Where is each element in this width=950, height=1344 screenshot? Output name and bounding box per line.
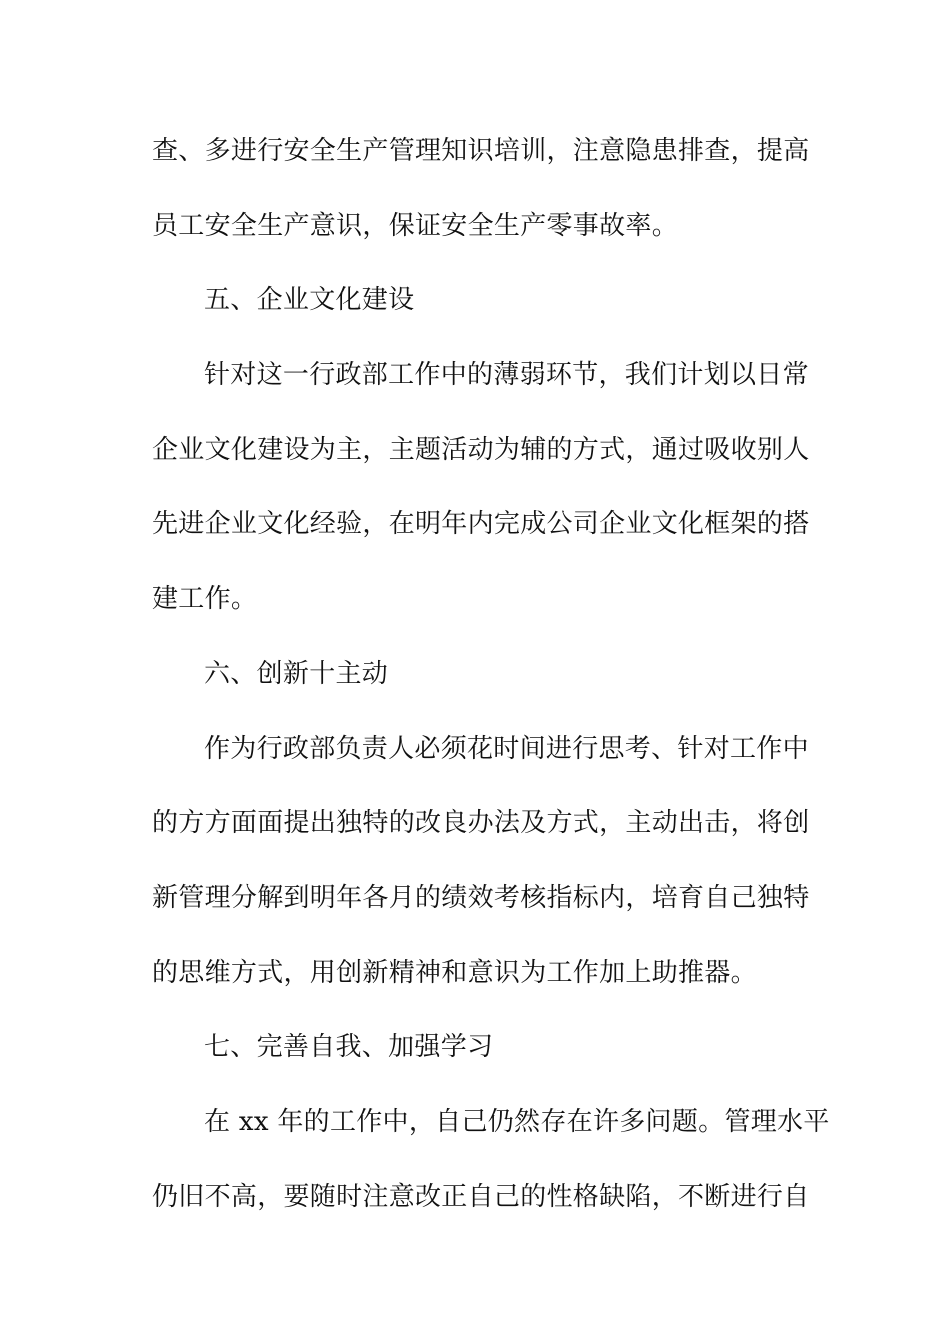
text-line-5: 企业文化建设为主，主题活动为辅的方式，通过吸收别人 xyxy=(152,434,810,465)
text-line-14: 在 xx 年的工作中，自己仍然存在许多问题。管理水平 xyxy=(204,1106,830,1137)
section-heading-5: 五、企业文化建设 xyxy=(204,285,415,316)
text-line-9: 作为行政部负责人必须花时间进行思考、针对工作中 xyxy=(204,733,809,764)
text-line-11: 新管理分解到明年各月的绩效考核指标内，培育自己独特 xyxy=(152,882,810,913)
section-heading-6: 六、创新十主动 xyxy=(204,658,389,689)
text-line-4: 针对这一行政部工作中的薄弱环节，我们计划以日常 xyxy=(204,360,809,391)
text-line-12: 的思维方式，用创新精神和意识为工作加上助推器。 xyxy=(152,957,757,988)
text-line-1: 查、多进行安全生产管理知识培训，注意隐患排查，提高 xyxy=(152,136,810,166)
document-body xyxy=(152,114,830,1234)
text-line-15: 仍旧不高，要随时注意改正自己的性格缺陷，不断进行自 xyxy=(152,1181,810,1212)
text-line-2: 员工安全生产意识，保证安全生产零事故率。 xyxy=(152,210,679,241)
text-line-7: 建工作。 xyxy=(152,584,258,615)
section-heading-7: 七、完善自我、加强学习 xyxy=(204,1032,494,1063)
text-line-6: 先进企业文化经验，在明年内完成公司企业文化框架的搭 xyxy=(152,509,810,540)
text-line-10: 的方方面面提出独特的改良办法及方式，主动出击，将创 xyxy=(152,808,810,839)
